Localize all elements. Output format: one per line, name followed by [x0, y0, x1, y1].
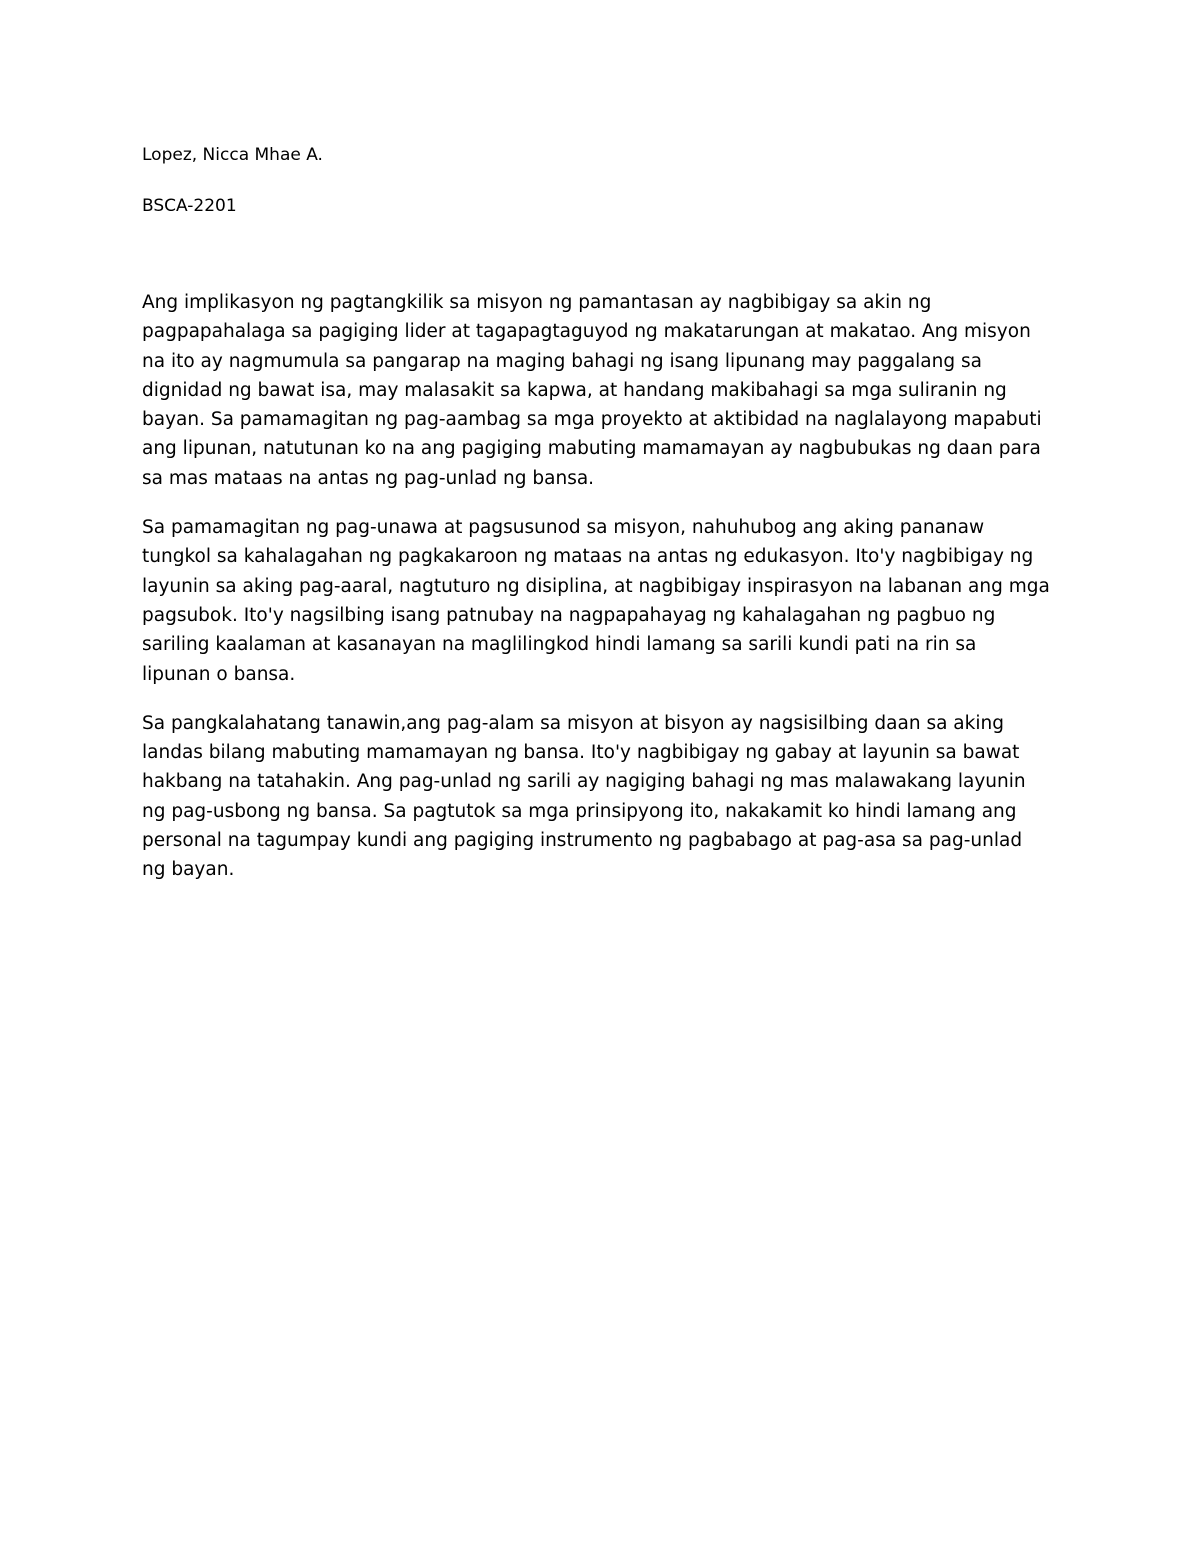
paragraph-line: sa mas mataas na antas ng pag-unlad ng bansa. [142, 467, 595, 489]
paragraph-line: lipunan o bansa. [142, 663, 296, 685]
paragraph-line: pagpapahalaga sa pagiging lider at tagapagtaguyod ng makatarungan at makatao. Ang misyon [142, 321, 1031, 343]
paragraph-line: Sa pangkalahatang tanawin,ang pag-alam sa misyon at bisyon ay nagsisilbing daan sa aking [142, 712, 1004, 734]
paragraph-1 [142, 288, 1062, 493]
paragraph-line: personal na tagumpay kundi ang pagiging instrumento ng pagbabago at pag-asa sa pag-unlad [142, 830, 1023, 852]
paragraph-line: landas bilang mabuting mamamayan ng bansa. Ito'y nagbibigay ng gabay at layunin sa bawat [142, 742, 1020, 764]
paragraph-line: ng pag-usbong ng bansa. Sa pagtutok sa mga prinsipyong ito, nakakamit ko hindi lamang ang [142, 800, 1017, 822]
paragraph-line: bayan. Sa pamamagitan ng pag-aambag sa mga proyekto at aktibidad na naglalayong mapabuti [142, 409, 1042, 431]
paragraph-line: pagsubok. Ito'y nagsilbing isang patnubay na nagpapahayag ng kahalagahan ng pagbuo ng [142, 604, 996, 626]
paragraph-line: Sa pamamagitan ng pag-unawa at pagsusunod sa misyon, nahuhubog ang aking pananaw [142, 517, 985, 539]
section-code: BSCA-2201 [142, 196, 237, 216]
paragraph-line: tungkol sa kahalagahan ng pagkakaroon ng mataas na antas ng edukasyon. Ito'y nagbibigay ng [142, 546, 1034, 568]
paragraph-line: dignidad ng bawat isa, may malasakit sa kapwa, at handang makibahagi sa mga suliranin ng [142, 379, 1007, 401]
paragraph-line: layunin sa aking pag-aaral, nagtuturo ng disiplina, at nagbibigay inspirasyon na labanan ang mga [142, 575, 1050, 597]
paragraph-line: hakbang na tatahakin. Ang pag-unlad ng sarili ay nagiging bahagi ng mas malawakang layunin [142, 771, 1026, 793]
document-body [142, 143, 1062, 905]
paragraph-line: sariling kaalaman at kasanayan na maglilingkod hindi lamang sa sarili kundi pati na rin sa [142, 634, 977, 656]
paragraph-line: ang lipunan, natutunan ko na ang pagiging mabuting mamamayan ay nagbubukas ng daan para [142, 438, 1041, 460]
paragraph-line: ng bayan. [142, 859, 235, 881]
paragraph-2 [142, 513, 1062, 689]
paragraph-line: Ang implikasyon ng pagtangkilik sa misyon ng pamantasan ay nagbibigay sa akin ng [142, 292, 932, 313]
paragraph-line: na ito ay nagmumula sa pangarap na maging bahagi ng isang lipunang may paggalang sa [142, 350, 982, 372]
student-name: Lopez, Nicca Mhae A. [142, 145, 323, 165]
paragraph-3 [142, 709, 1062, 885]
